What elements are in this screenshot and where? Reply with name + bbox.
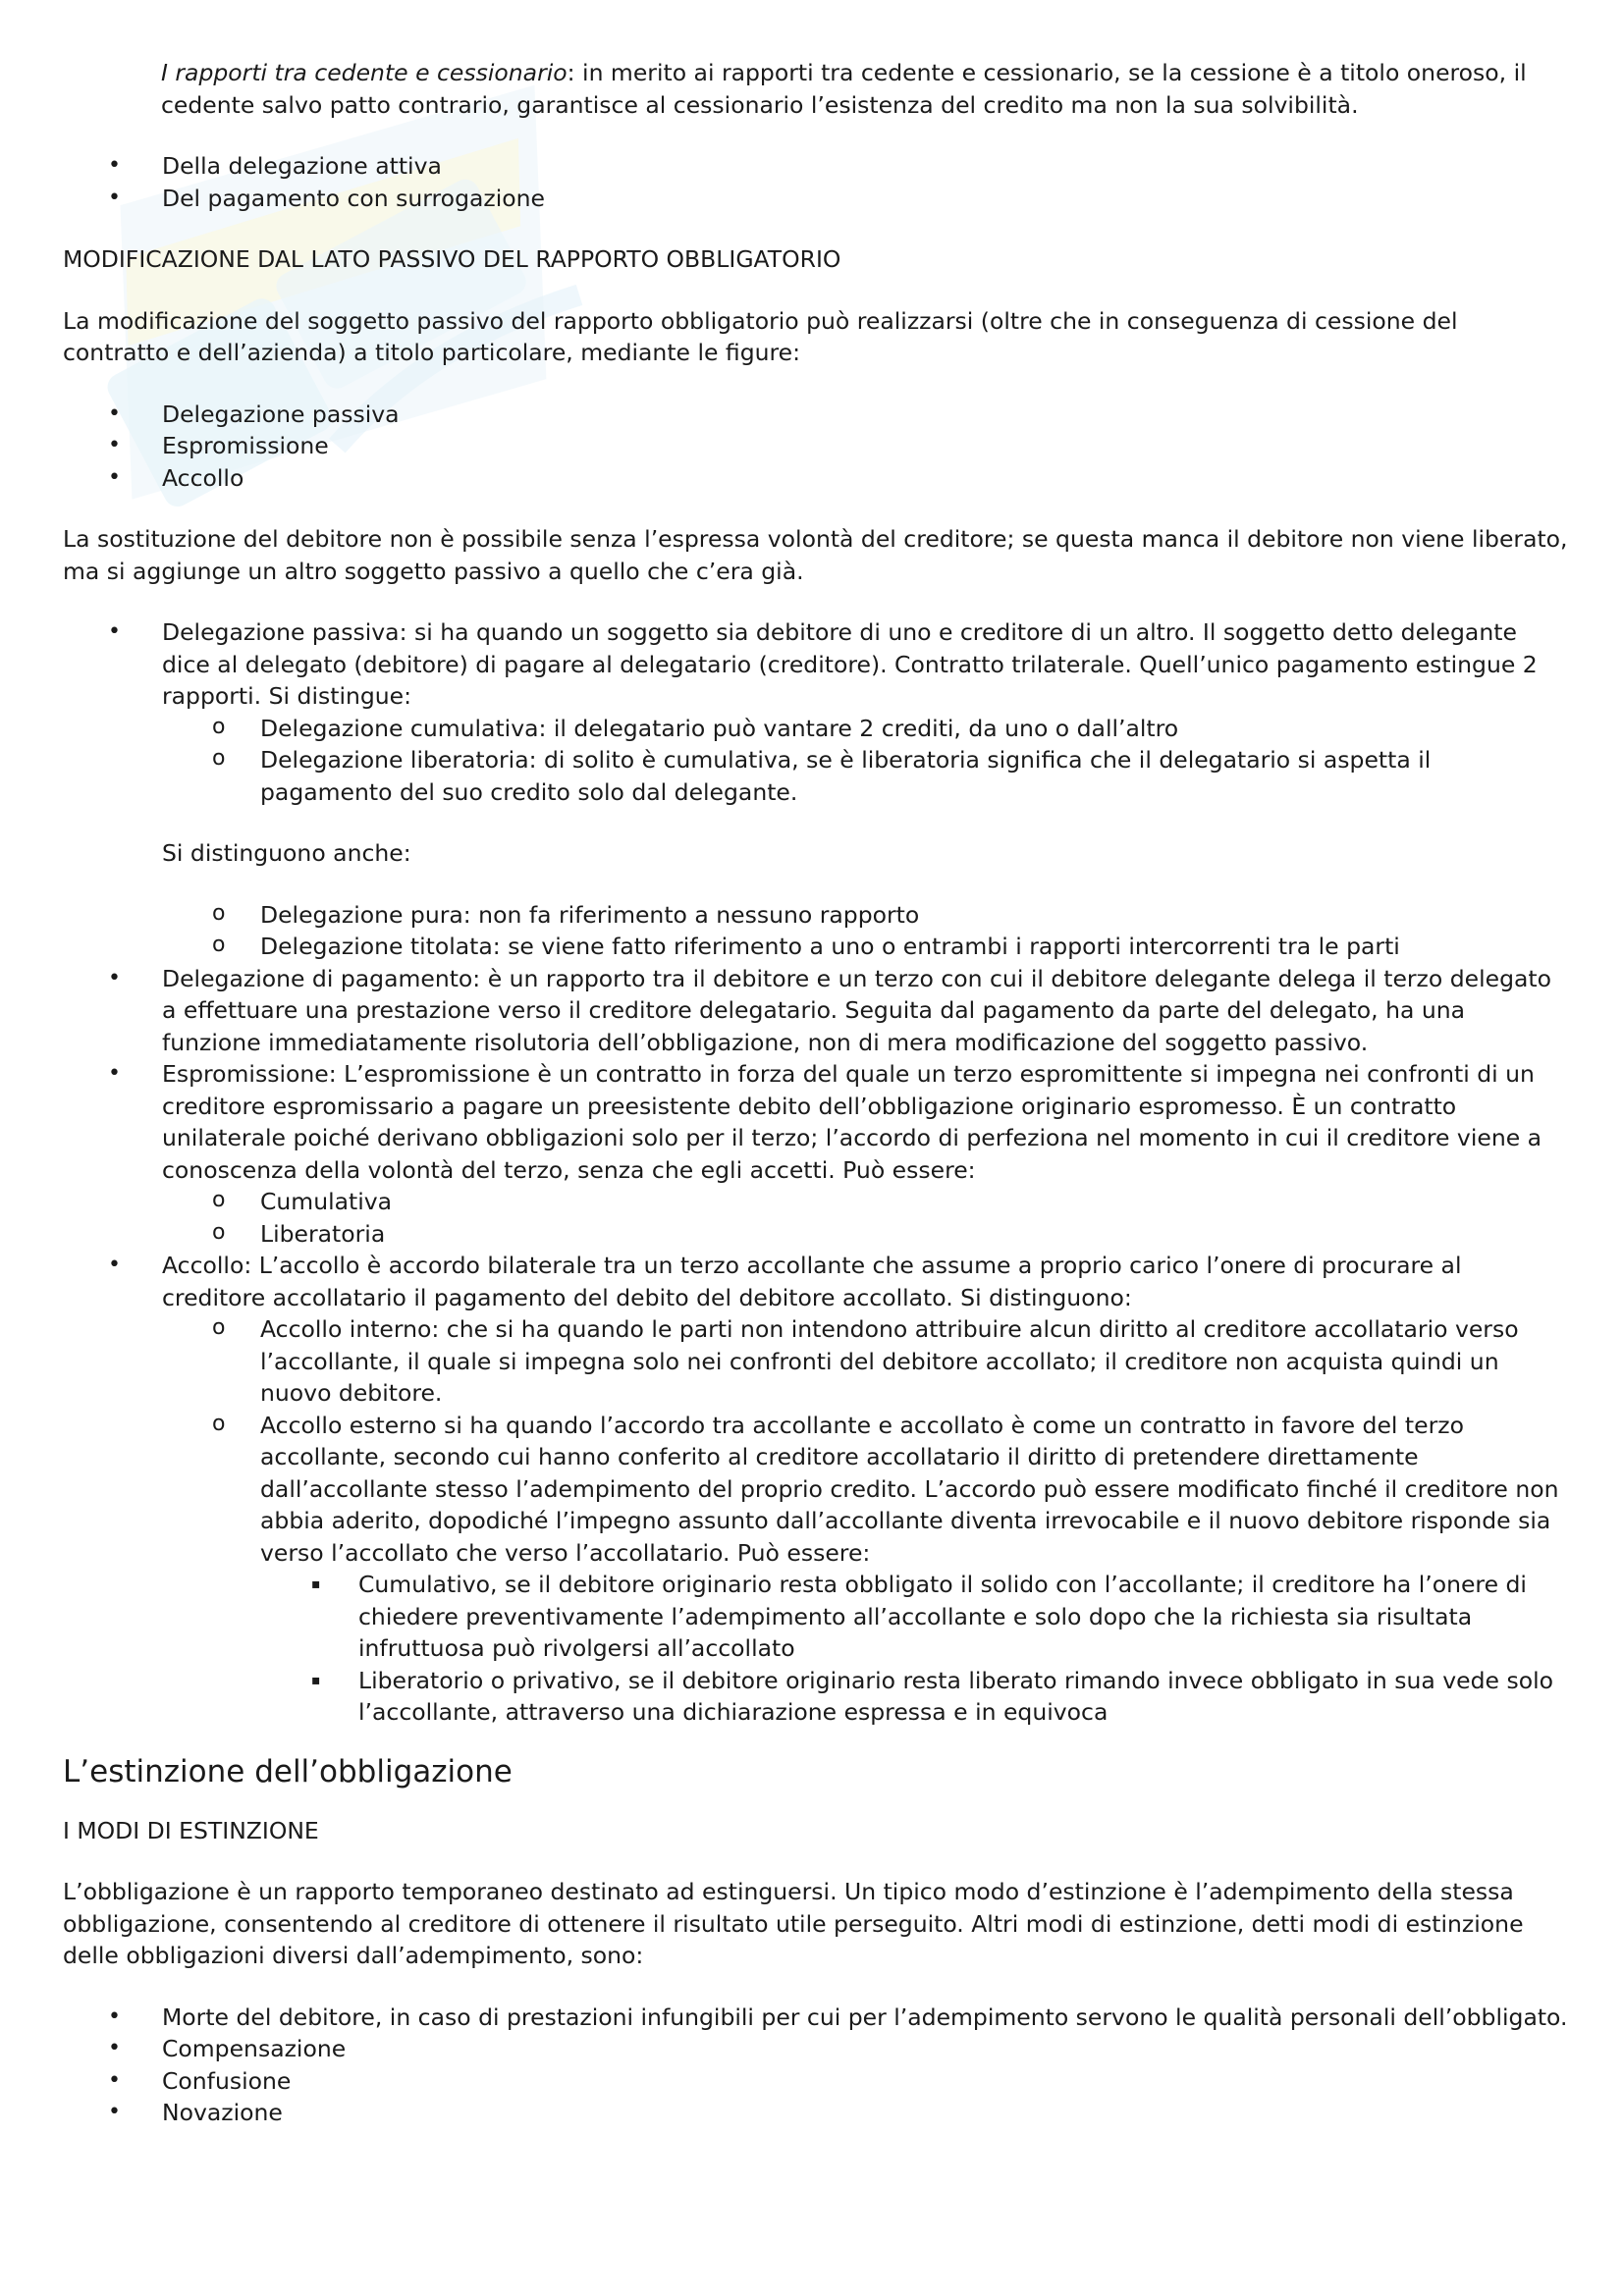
- sublist-item: o Cumulativa: [64, 1186, 1570, 1218]
- sublist-item: o Liberatoria: [64, 1218, 1570, 1251]
- intro-paragraph: [63, 57, 1570, 121]
- section-title: L’estinzione dell’obbligazione: [63, 1753, 513, 1789]
- circle-bullet-icon: o: [212, 1411, 226, 1436]
- list-cessione-modes: [63, 150, 1570, 214]
- note-distinguono: Si distinguono anche:: [162, 839, 411, 867]
- circle-bullet-icon: o: [212, 933, 226, 957]
- paragraph-modi: L’obbligazione è un rapporto temporaneo destinato ad estinguersi. Un tipico modo d’estinzione è l’adempimento della stessa obbligazione, consentendo al creditore di ottenere il risultato utile perseguito. Altri modi di estinzione, detti modi di estinzione delle obbligazioni diversi dall’adempimento, sono:: [63, 1878, 1524, 1969]
- bullet-icon: •: [108, 464, 121, 490]
- bullet-icon: •: [108, 965, 121, 990]
- sublist-delegazione-types: [64, 899, 1570, 963]
- list-item: • Espromissione: [63, 430, 1570, 462]
- list-item-espromissione: • Espromissione: L’espromissione è un contratto in forza del quale un terzo espromittente si impegna nei confronti di un creditore espromissario a pagare un preesistente debito dell’obbligazione originario espromesso. È un contratto unilaterale poiché derivano obbligazioni solo per il terzo; l’accordo di perfeziona nel momento in cui il creditore viene a conoscenza della volontà del terzo, senza che egli accetti. Può essere: o Cumulativa o Liberatoria: [63, 1058, 1570, 1250]
- sublist-item: o Delegazione cumulativa: il delegatario può vantare 2 crediti, da uno o dall’altro: [64, 713, 1570, 745]
- sublist-accollo-esterno: [162, 1569, 1570, 1729]
- list-item: • Del pagamento con surrogazione: [63, 183, 1570, 215]
- bullet-icon: •: [108, 153, 121, 178]
- sublist-item: o Delegazione titolata: se viene fatto riferimento a uno o entrambi i rapporti intercorrenti tra le parti: [64, 931, 1570, 963]
- bullet-icon: •: [108, 185, 121, 210]
- list-item-delegazione-pagamento: • Delegazione di pagamento: è un rapporto tra il debitore e un terzo con cui il debitore delegante delega il terzo delegato a effettuare una prestazione verso il creditore delegatario. Seguita dal pagamento da parte del delegato, ha una funzione immediatamente risolutoria dell’obbligazione, non di mera modificazione del soggetto passivo.: [108, 964, 1552, 1056]
- bullet-icon: •: [108, 1253, 121, 1277]
- list-modi-estinzione: [63, 2002, 1570, 2129]
- intro-italic-label: I rapporti tra cedente e cessionario: [161, 59, 568, 86]
- circle-bullet-icon: o: [212, 1315, 226, 1340]
- sublist-item: o Delegazione pura: non fa riferimento a nessuno rapporto: [64, 899, 1570, 932]
- square-bullet-icon: ▪: [311, 1672, 321, 1688]
- circle-bullet-icon: o: [212, 746, 226, 771]
- list-item: • Accollo: [63, 462, 1570, 495]
- list-passive-figures: [63, 399, 1570, 495]
- intro-text: : in merito ai rapporti tra cedente e cessionario, se la cessione è a titolo oneroso, il cedente salvo patto contrario, garantisce al cessionario l’esistenza del credito ma non la sua solvibilità.: [161, 59, 1527, 119]
- list-item-delegazione-passiva: • Delegazione passiva: si ha quando un soggetto sia debitore di uno e creditore di un altro. Il soggetto detto delegante dice al delegato (debitore) di pagare al delegatario (creditore). Contratto trilaterale. Quell’unico pagamento estingue 2 rapporti. Si distingue: o Delegazione cumulativa: il delegatario può vantare 2 crediti, da uno o dall’altro o Delegazione liberatoria: di solito è cumulativa, se è liberatoria significa che il delegatario si aspetta il pagamento del suo credito solo dal delegante. Si distinguono anche: o Delegazione pura: non fa riferimento a nessuno rapporto o Delegazione titolata: se viene fatto riferimento a uno o entrambi i rapporti intercorrenti tra le parti: [63, 616, 1570, 963]
- list-item: • Morte del debitore, in caso di prestazioni infungibili per cui per l’adempimento servono le qualità personali dell’obbligato.: [63, 2002, 1570, 2034]
- list-item: • Novazione: [63, 2097, 1570, 2129]
- sublist-espromissione: [64, 1186, 1570, 1250]
- bullet-icon: •: [108, 2036, 121, 2060]
- list-item: • Compensazione: [63, 2033, 1570, 2065]
- sublist-item: o Delegazione liberatoria: di solito è cumulativa, se è liberatoria significa che il delegatario si aspetta il pagamento del suo credito solo dal delegante.: [64, 744, 1570, 808]
- heading-passive: MODIFICAZIONE DAL LATO PASSIVO DEL RAPPORTO OBBLIGATORIO: [63, 245, 841, 273]
- paragraph-passive: La modificazione del soggetto passivo del rapporto obbligatorio può realizzarsi (oltre che in conseguenza di cessione del contratto e dell’azienda) a titolo particolare, mediante le figure:: [63, 306, 1458, 366]
- list-item: • Confusione: [63, 2065, 1570, 2098]
- circle-bullet-icon: o: [212, 900, 226, 926]
- heading-modi: I MODI DI ESTINZIONE: [63, 1816, 319, 1844]
- circle-bullet-icon: o: [212, 1219, 226, 1245]
- sublist-delegazione: [64, 713, 1570, 809]
- document-page: [63, 57, 1570, 2129]
- sublist-item-accollo-interno: o Accollo interno: che si ha quando le parti non intendono attribuire alcun diritto al creditore accollatario verso l’accollante, il quale si impegna solo nei confronti del debitore accollato; il creditore non acquista quindi un nuovo debitore.: [64, 1313, 1570, 1410]
- sublist-accollo: [64, 1313, 1570, 1729]
- square-bullet-icon: ▪: [311, 1576, 321, 1592]
- list-figures-detail: [63, 616, 1570, 1729]
- bullet-icon: •: [108, 619, 121, 644]
- sublist-item-accollo-esterno: o Accollo esterno si ha quando l’accordo tra accollante e accollato è come un contratto in favore del terzo accollante, secondo cui hanno conferito al creditore accollatario il diritto di pretendere direttamente dall’accollante stesso l’adempimento del proprio credito. L’accordo può essere modificato finché il creditore non abbia aderito, dopodiché l’impegno assunto dall’accollante diventa irrevocabile e il nuovo debitore risponde sia verso l’accollato che verso l’accollatario. Può essere: ▪ Cumulativo, se il debitore originario resta obbligato il solido con l’accollante; il creditore ha l’onere di chiedere preventivamente l’adempimento all’accollante e solo dopo che la richiesta sia risultata infruttuosa può rivolgersi all’accollato ▪ Liberatorio o privativo, se il debitore originario resta liberato rimando invece obbligato in sua vede solo l’accollante, attraverso una dichiarazione espressa e in equivoca: [64, 1410, 1570, 1729]
- bullet-icon: •: [108, 433, 121, 457]
- circle-bullet-icon: o: [212, 714, 226, 739]
- paragraph-sostituzione: La sostituzione del debitore non è possibile senza l’espressa volontà del creditore; se questa manca il debitore non viene liberato, ma si aggiunge un altro soggetto passivo a quello che c’era già.: [63, 525, 1568, 585]
- bullet-icon: •: [108, 400, 121, 426]
- circle-bullet-icon: o: [212, 1188, 226, 1212]
- list-item: • Della delegazione attiva: [63, 150, 1570, 183]
- bullet-icon: •: [108, 2100, 121, 2124]
- bullet-icon: •: [108, 2003, 121, 2029]
- list-item-accollo: • Accollo: L’accollo è accordo bilaterale tra un terzo accollante che assume a proprio carico l’onere di procurare al creditore accollatario il pagamento del debito del debitore accollato. Si distinguono: o Accollo interno: che si ha quando le parti non intendono attribuire alcun diritto al creditore accollatario verso l’accollante, il quale si impegna solo nei confronti del debitore accollato; il creditore non acquista quindi un nuovo debitore. o Accollo esterno si ha quando l’accordo tra accollante e accollato è come un contratto in favore del terzo accollante, secondo cui hanno conferito al creditore accollatario il diritto di pretendere direttamente dall’accollante stesso l’adempimento del proprio credito. L’accordo può essere modificato finché il creditore non abbia aderito, dopodiché l’impegno assunto dall’accollante diventa irrevocabile e il nuovo debitore risponde sia verso l’accollato che verso l’accollatario. Può essere: ▪ Cumulativo, se il debitore originario resta obbligato il solido con l’accollante; il creditore ha l’onere di chiedere preventivamente l’adempimento all’accollante e solo dopo che la richiesta sia risultata infruttuosa può rivolgersi all’accollato ▪ Liberatorio o privativo, se il debitore originario resta liberato rimando invece obbligato in sua vede solo l’accollante, attraverso una dichiarazione espressa e in equivoca: [63, 1250, 1570, 1729]
- list-item: • Delegazione passiva: [63, 399, 1570, 431]
- bullet-icon: •: [108, 1061, 121, 1086]
- bullet-icon: •: [108, 2067, 121, 2093]
- subsublist-item: ▪ Liberatorio o privativo, se il debitore originario resta liberato rimando invece obbligato in sua vede solo l’accollante, attraverso una dichiarazione espressa e in equivoca: [311, 1666, 1554, 1726]
- subsublist-item: ▪ Cumulativo, se il debitore originario resta obbligato il solido con l’accollante; il creditore ha l’onere di chiedere preventivamente l’adempimento all’accollante e solo dopo che la richiesta sia risultata infruttuosa può rivolgersi all’accollato: [311, 1571, 1527, 1662]
